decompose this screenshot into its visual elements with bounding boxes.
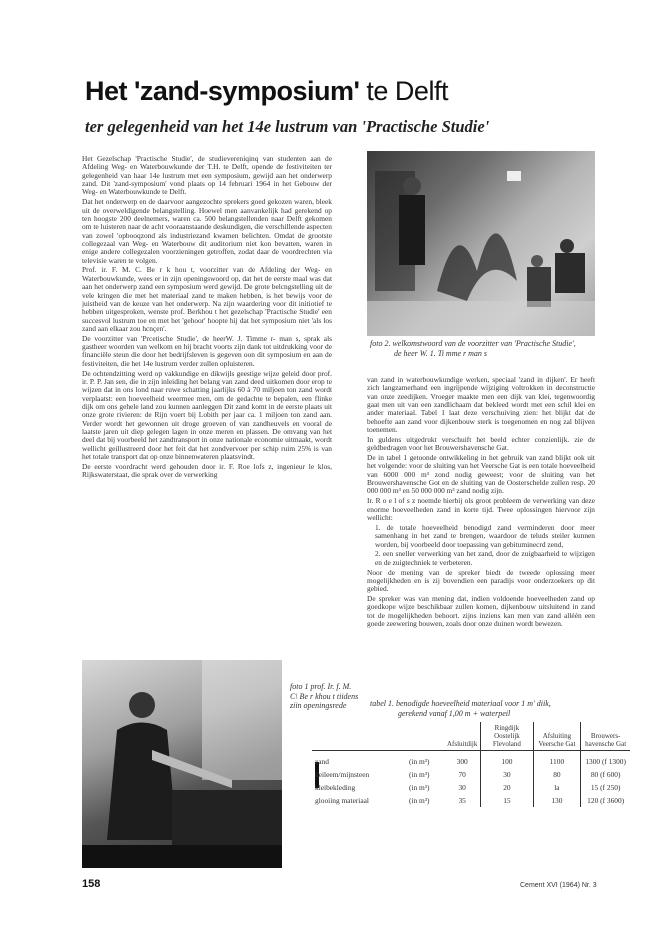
photo-welcome-speech-image bbox=[367, 151, 595, 336]
material-table bbox=[312, 722, 630, 807]
column-header: Brouwers-havensche Gat bbox=[581, 722, 630, 751]
table-caption bbox=[370, 699, 630, 718]
table-row bbox=[312, 781, 630, 794]
header-blank bbox=[312, 722, 406, 751]
text-column-right bbox=[367, 376, 595, 658]
column-header: Ringdijk Oostelijk Flevoland bbox=[481, 722, 533, 751]
paragraph: Noor de mening van de spreker biedt de tweede oplossing meer mogelijkheden en is zij bovendien een paradijs voor onderzoekers op dit gebied. bbox=[367, 567, 595, 594]
table-cell: 130 bbox=[533, 794, 581, 807]
table-cell: 30 bbox=[458, 783, 466, 792]
paragraph: De voorzitter van 'Prcetische Studie', de heerW. J. Timme r- man s, sprak als gastheer woorden van welkom en hij bracht voorts zijn dank tot uitdrukking voor de financiële steun die door het bedrijfsleven is gegeven oon dit symposium en aan de festiviteiten, die het 14e lustrum verder zullen opluisteren. bbox=[82, 333, 332, 368]
paragraph: De spreker was van mening dat, indien voldoende hoeveelheden zand op goedkope wijze beschikbaar zullen komen, dijkenbouw uitsluitend in zand tot de mogelijkheden behoort. zijns inziens kan men van zand alléén een goede zeewering bouwen, zoals door onze duinen wordt bewezen. bbox=[367, 594, 595, 629]
row-unit: (in m³) bbox=[409, 783, 430, 792]
table-cell: 70 bbox=[458, 770, 466, 779]
page-number: 158 bbox=[82, 878, 101, 890]
journal-footer: Cement XVI (1964) Nr. 3 bbox=[520, 882, 597, 889]
paragraph: De eerste voordracht werd gehouden door ir. F. Roe lofs z, ingenieur le klos, Rijkswaterstaat, die sprak over de verwerking bbox=[82, 461, 332, 480]
row-unit: (in m³) bbox=[409, 770, 430, 779]
table-cell: 20 bbox=[481, 781, 533, 794]
table-cell: 1100 bbox=[533, 751, 581, 769]
title-bold-part: Het 'zand-symposium' bbox=[85, 76, 360, 106]
table-cell: 80 (f 600) bbox=[581, 768, 630, 781]
photo-opening-speech bbox=[82, 660, 282, 868]
table-cell: 80 bbox=[533, 768, 581, 781]
text-column-left bbox=[82, 155, 332, 655]
table-cell: 100 bbox=[481, 751, 533, 769]
table-header-row bbox=[312, 722, 630, 751]
table-row bbox=[312, 751, 630, 769]
paragraph: van zand in waterbouwkundige werken, speciaal 'zand in dijken'. Er heeft zich langzamerhand een ingrijpende wijziging voltrokken in deconstructie van onze zeedijken. Vroeger maakte men een dijk van klei, tegenwoordig gaat men uit van een zandlichaam dat bekleed wordt met een schil klei en ander materiaal. Tabel 1 laat deze verschuiving zien: het blijkt dat de behoefte aan zand voor dijkenbouw sterk is toegenomen en nog zal blijven toenemen. bbox=[367, 376, 595, 435]
paragraph: De in tabel 1 getoonde ontwikkeling in het gebruik van zand blijkt ook uit het volgende: voor de sluiting van het Veersche Gat is een totale hoeveelheid van 6000 000 m³ zond nodig geweest; voor de sluiting van het Brouwershavensche Got en de sluiting van de Oosterschelde zullen resp. 20 000 000 m³ en 50 000 000 m³ zand nodig zijn. bbox=[367, 453, 595, 496]
article-title bbox=[85, 76, 448, 107]
row-label: glooiing materiaal bbox=[315, 796, 369, 805]
list-item: 2. een sneller verwerking van het zand, door de zuigbaarheid te wijzigen en de zuigtechniek te verbeteren. bbox=[375, 549, 595, 567]
header-blank bbox=[406, 722, 444, 751]
row-label: keileem/mijnsteen bbox=[315, 770, 370, 779]
table-cell: 35 bbox=[458, 796, 466, 805]
paragraph: Prof. ir. F. M. C. Be r k hou t, voorzitter van de Afdeling der Weg- en Waterbouwkunde, wees er in zijn openingswoord op, dat het de eerste maal was dat aan het onderwerp zand een symposium werd gewijd. De grote belcngstelling uit de vele kringen die met het materiaal zand te maken hebben, is het bewijs voor de juistheid van de keuze van het onderwerp. Na zijn waardering voor dit initiotief te hebben uitgesproken, wenste prof. Berkhou t het gezelschap 'Practische Studie' een succesvol lustrum toe en met het 'gehoor' hoopte hij dat het symposium niet 'als los zand aan elkaar zou hcnçen'. bbox=[82, 265, 332, 333]
photo-welcome-speech bbox=[367, 151, 595, 336]
caption-line: de heer W. 1. Ti mme r man s bbox=[394, 348, 488, 358]
paragraph: Het Gezelschap 'Practische Studie', de studievereniqinq van studenten aan de Afdeling Weg- en Waterbouwkunde der T.H. te Delft, opende de festiviteiten ter gelegenheid van haar 14e lustrum met een symposium, gewijd aan het onderwerp zand. Dit 'zand-symposium' vond plaats op 14 februari 1964 in het Gebouw der Weg- en Waterbouwkunde te Delft. bbox=[82, 155, 332, 197]
paragraph: In guldens uitgedrukt verschuift het beeld echter conzienlijk. zie de geldbedragen voor het Brouwershavensche Gat. bbox=[367, 434, 595, 453]
paragraph: Ir. R o e l of s z noemde hierbij ols groot probleem de verwerking van deze enorme hoeveelheden zand in korte tijd. Twee oplossingen hiervoor zijn wellicht: bbox=[367, 496, 595, 522]
table-row bbox=[312, 768, 630, 781]
caption-line: foto 2. welkomstwoord van de voorzitter van 'Practische Studie', bbox=[370, 339, 576, 348]
row-unit: (in m³) bbox=[409, 796, 430, 805]
table-cell: 30 bbox=[481, 768, 533, 781]
paragraph: Dat het onderwerp en de daarvoor aangezochte sprekers goed gekozen waren, bleek uit de overweldigende belangstelling. Hoewel men aanvankelijk had gerekend op ten hoogste 200 deelnemers, waren ca. 500 belangstellenden naar Delft gekomen om te luisteren naar de acht vooraanstaande deskundigen, die verschillende aspecten van zowel 'opbooqzond als industriezand kwamen belichten. Omdat de grootste collegezaal van Weg- en Waterbouw dit auditorium niet kon bevatten, waren in enige andere collegezalen voorzieningen getroffen, zodat daar de voordrechten via televisie waren te volgen. bbox=[82, 197, 332, 265]
photo-opening-speech-image bbox=[82, 660, 282, 868]
paragraph: De ochtendzitting werd op vakkundige en dikwijls geestige wijze geleid door prof. ir. P. P. Jan sen, die in zijn inleiding het belang van zand deed uitkomen door erop te wijzen dat in ons lond naar ruwe schatting jaarlijks 60 à 70 miljoen ton zand wordt verplaatst: een hoeveelheid weermee men, om de gedachte te bepalen, een flinke dijk om ons gehele land zou kunnen aanleggen Dit zand komt in de eerste plaats uit onze grote rivieren: de Rijn voert bij Lobith per jaar ca. 1 miljoen ton zand aan. Verder wordt het gewonnen uit droge groeven of van zandheuvels en vooral de laatste jaren uit diep gelegen lagen in onze meren en plassen. De omvang van het deel dat bij voorbeeld het zandtransport in onze nationale economie uitmaakt, wordt wellicht geillustreerd door het feit dat het zondvervoer per schip ruim 25% is van het totale transport dat op onze binnenwateren plaatsvindt. bbox=[82, 368, 332, 462]
table-cell: 120 (f 3600) bbox=[581, 794, 630, 807]
table-cell: 1300 (f 1300) bbox=[581, 751, 630, 769]
table-cell: 300 bbox=[456, 757, 468, 766]
table-cell: la bbox=[533, 781, 581, 794]
title-thin-part: te Delft bbox=[366, 76, 448, 106]
table-cell: 15 (f 250) bbox=[581, 781, 630, 794]
table-cell: 15 bbox=[481, 794, 533, 807]
column-header: Afsluitdijk bbox=[444, 722, 481, 751]
photo-1-caption: foto 1 prof. Ir. f. M. C\ Be r khou t tiidens ziin openingsrede bbox=[290, 682, 359, 710]
table-caption-line: tabel 1. benodigde hoeveelheid materiaal voor 1 m' diik, bbox=[370, 699, 551, 708]
article-subtitle: ter gelegenheid van het 14e lustrum van 'Practische Studie' bbox=[85, 117, 490, 136]
column-header: Afsluiting Veersche Gat bbox=[533, 722, 581, 751]
table-caption-line: gerekend vanaf 1,00 m + waterpeil bbox=[398, 708, 511, 718]
table-row bbox=[312, 794, 630, 807]
row-label: zand bbox=[315, 757, 329, 766]
list-item: 1. de totale hoeveelheid benodigd zand verminderen door meer samenhang in het zand te brengen, waardoor de teluds steiler kunnen worden, bij voorbeeld door toepassing van gebituminecrd zend, bbox=[375, 522, 595, 549]
row-unit: (in m³) bbox=[409, 757, 430, 766]
photo-2-caption bbox=[370, 339, 598, 358]
row-label: kleibekleding bbox=[315, 783, 356, 792]
